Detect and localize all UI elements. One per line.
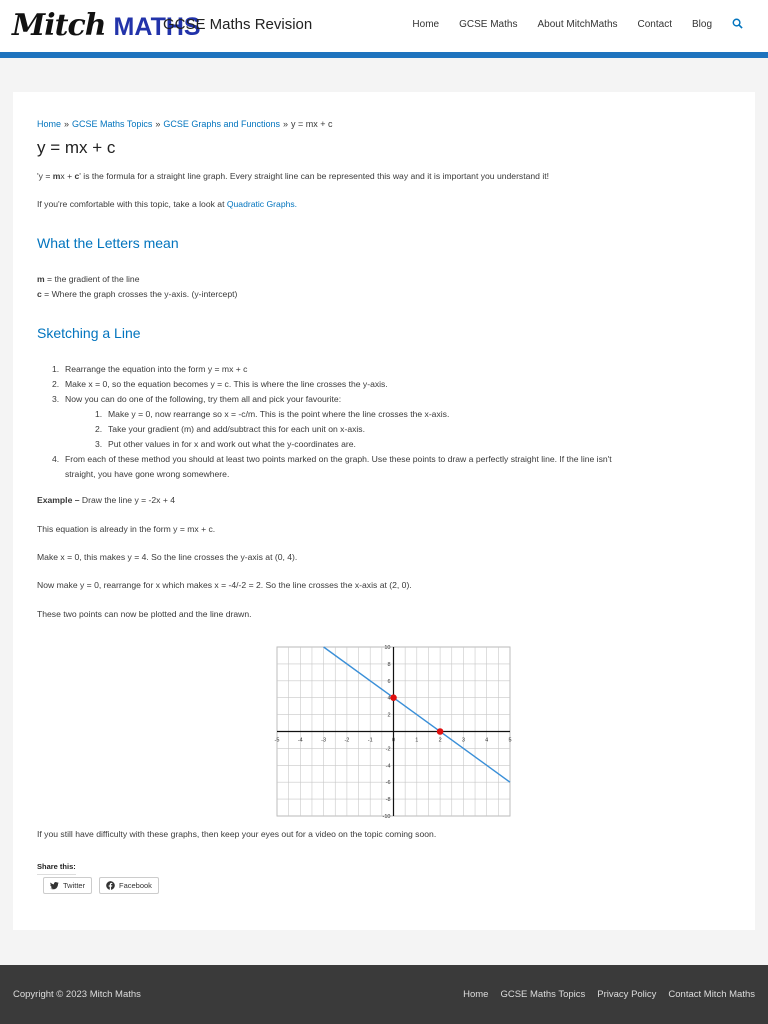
list-item: 3. Now you can do one of the following, try them all and pick your favourite: 1. Make y = 0, now rearrange so x = -c/m. This is the point where the line crosses the x-axis. 2. Take your gradient (m) and add/subtract this for each unit on x-axis. 3. Put other values in for x and work out what the y-coordinates are. xyxy=(37,392,733,452)
y-tick-label: -10 xyxy=(382,814,391,820)
footer-nav xyxy=(451,989,755,1000)
data-point xyxy=(437,728,444,735)
x-tick-label: 0 xyxy=(391,737,396,744)
x-tick-label: -2 xyxy=(344,737,350,744)
list-item: 2. Take your gradient (m) and add/subtract this for each unit on x-axis. xyxy=(95,424,365,434)
y-tick-label: 4 xyxy=(387,695,391,702)
logo-maths-text: MATHS xyxy=(113,13,201,41)
list-item: 3. Put other values in for x and work out what the y-coordinates are. xyxy=(95,439,356,449)
y-tick-label: 6 xyxy=(387,678,391,685)
breadcrumb-gcse-topics[interactable]: GCSE Maths Topics xyxy=(72,119,153,129)
x-tick-label: -5 xyxy=(274,737,280,744)
y-tick-label: -2 xyxy=(385,746,391,753)
copyright-text: Copyright © 2023 Mitch Maths xyxy=(13,989,141,1000)
breadcrumb: Home » GCSE Maths Topics » GCSE Graphs and Functions » y = mx + c xyxy=(37,119,333,129)
footer-link-contact[interactable]: Contact Mitch Maths xyxy=(668,989,755,1000)
y-tick-label: -8 xyxy=(385,797,391,804)
main-nav xyxy=(392,18,744,30)
y-tick-label: 10 xyxy=(384,645,391,651)
footer-link-gcse-topics[interactable]: GCSE Maths Topics xyxy=(500,989,586,1000)
y-tick-label: -4 xyxy=(385,763,391,770)
logo-script-text: Mitch xyxy=(12,8,106,43)
page-title: y = mx + c xyxy=(37,138,116,157)
breadcrumb-graphs-functions[interactable]: GCSE Graphs and Functions xyxy=(163,119,280,129)
example-line-4: These two points can now be plotted and the line drawn. xyxy=(37,609,252,619)
y-tick-label: 8 xyxy=(387,661,391,668)
quadratic-link-paragraph: If you're comfortable with this topic, take a look at Quadratic Graphs. xyxy=(37,199,298,209)
nav-contact[interactable]: Contact xyxy=(637,18,672,30)
facebook-icon xyxy=(106,881,115,890)
site-title: GCSE Maths Revision xyxy=(163,16,313,33)
x-tick-label: 3 xyxy=(461,737,465,744)
x-tick-label: 4 xyxy=(485,737,489,744)
example-line-2: Make x = 0, this makes y = 4. So the line crosses the y-axis at (0, 4). xyxy=(37,552,298,562)
m-definition: m = the gradient of the line xyxy=(37,274,140,284)
search-icon[interactable] xyxy=(732,18,744,30)
list-item: 4. From each of these method you should at least two points marked on the graph. Use these points to draw a perfectly straight line. If the line isn't straight, you have gone wrong somewhere. xyxy=(52,454,612,479)
example-heading: Example – Draw the line y = -2x + 4 xyxy=(37,495,176,505)
list-item: 1. Make y = 0, now rearrange so x = -c/m. This is the point where the line crosses the x-axis. xyxy=(95,409,450,419)
facebook-share-button[interactable] xyxy=(99,877,159,894)
c-definition: c = Where the graph crosses the y-axis. (y-intercept) xyxy=(37,289,238,299)
line-graph xyxy=(267,642,517,820)
site-footer xyxy=(0,965,768,1024)
facebook-label: Facebook xyxy=(119,881,152,890)
twitter-share-button[interactable] xyxy=(43,877,92,894)
x-tick-label: 1 xyxy=(415,737,419,744)
site-header xyxy=(0,0,768,52)
footer-link-home[interactable]: Home xyxy=(463,989,489,1000)
closing-paragraph: If you still have difficulty with these graphs, then keep your eyes out for a video on the topic coming soon. xyxy=(37,829,437,839)
breadcrumb-current: y = mx + c xyxy=(291,119,333,129)
list-item: 1. Rearrange the equation into the form y = mx + c xyxy=(52,364,248,374)
y-tick-label: 2 xyxy=(387,712,391,719)
article-card xyxy=(13,92,755,930)
x-tick-label: -3 xyxy=(321,737,327,744)
steps-list xyxy=(37,362,733,482)
twitter-icon xyxy=(50,882,59,890)
quadratic-graphs-link[interactable]: Quadratic Graphs. xyxy=(226,199,298,209)
x-tick-label: -1 xyxy=(367,737,373,744)
example-line-3: Now make y = 0, rearrange for x which makes x = -4/-2 = 2. So the line crosses the x-axis at (2, 0). xyxy=(37,580,412,590)
x-tick-label: -4 xyxy=(297,737,303,744)
footer-link-privacy[interactable]: Privacy Policy xyxy=(597,989,657,1000)
breadcrumb-home[interactable]: Home xyxy=(37,119,62,129)
twitter-label: Twitter xyxy=(63,881,86,890)
x-tick-label: 2 xyxy=(438,737,442,744)
substeps-list xyxy=(65,407,733,452)
letters-heading: What the Letters mean xyxy=(37,235,179,251)
line-graph-svg xyxy=(267,642,517,820)
nav-about[interactable]: About MitchMaths xyxy=(537,18,618,30)
intro-paragraph: 'y = mx + c' is the formula for a straight line graph. Every straight line can be represented this way and it is important you understand it! xyxy=(37,171,550,181)
list-item: 2. Make x = 0, so the equation becomes y = c. This is where the line crosses the y-axis. xyxy=(52,379,388,389)
x-tick-label: 5 xyxy=(508,737,512,744)
share-label: Share this: xyxy=(37,862,76,875)
example-line-1: This equation is already in the form y = mx + c. xyxy=(37,524,216,534)
nav-home[interactable]: Home xyxy=(412,18,440,30)
nav-blog[interactable]: Blog xyxy=(691,18,712,30)
header-accent-bar xyxy=(0,52,768,58)
data-point xyxy=(390,694,397,701)
nav-gcse-maths[interactable]: GCSE Maths xyxy=(459,18,518,30)
y-tick-label: -6 xyxy=(385,780,391,787)
sketching-heading: Sketching a Line xyxy=(37,325,141,341)
